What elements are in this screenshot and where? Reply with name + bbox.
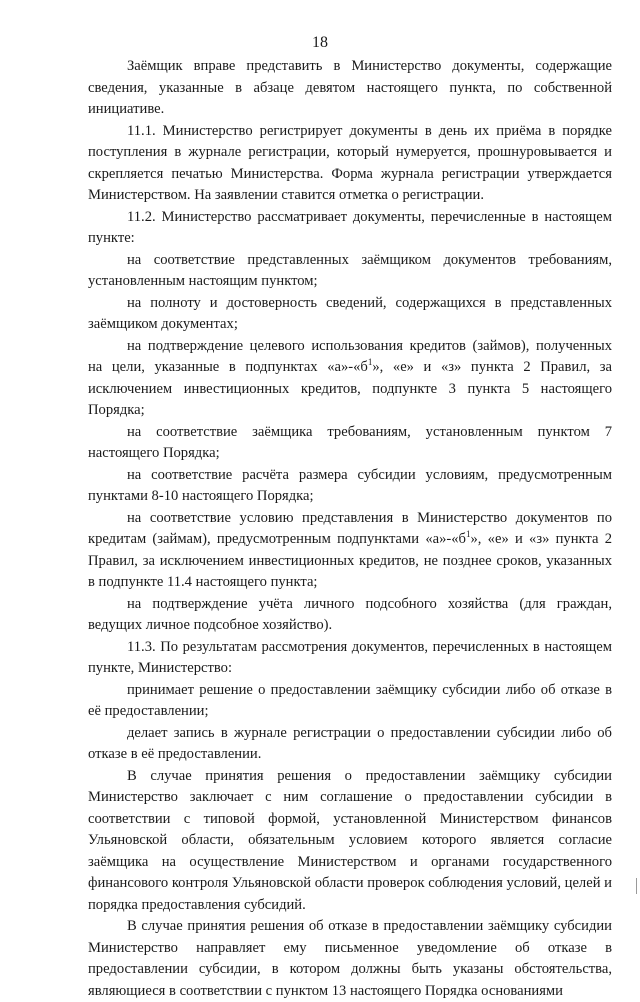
paragraph-11-1: 11.1. Министерство регистрирует документы в день их приёма в порядке поступления в журнале регистрации, который нумеруется, прошнуровывается и скрепляется печатью Министерства. Форма журнала регистрации утверждается Министерством. На заявлении ставится отметка о регистрации. xyxy=(88,122,612,203)
page-number: 18 xyxy=(312,34,328,51)
paragraph-agreement: В случае принятия решения о предоставлении заёмщику субсидии Министерство заключает с ним соглашение о предоставлении субсидии в соответствии с типовой формой, установленной Министерством финансов Ульяновской области, обязательным условием которого является согласие заёмщика на осуществление Министерством и органами государственного финансового контроля Ульяновской области проверок соблюдения условий, целей и порядка предоставления субсидий. xyxy=(88,767,612,913)
superscript: 1 xyxy=(367,357,373,368)
list-item-household: на подтверждение учёта личного подсобного хозяйства (для граждан, ведущих личное подсобное хозяйство). xyxy=(88,595,612,633)
list-item-subsidy-calculation: на соответствие расчёта размера субсидии условиям, предусмотренным пунктами 8-10 настоящего Порядка; xyxy=(88,466,612,504)
list-item-submission-deadline xyxy=(88,508,612,594)
text-part: на соответствие условию представления в Министерство документов по кредитам (займам), предусмотренным подпунктами «а»-«б xyxy=(88,509,612,547)
list-item-record: делает запись в журнале регистрации о предоставлении субсидии либо об отказе в её предоставлении. xyxy=(88,724,612,762)
list-item-borrower-requirements: на соответствие заёмщика требованиям, установленным пунктом 7 настоящего Порядка; xyxy=(88,423,612,461)
list-item-decision: принимает решение о предоставлении заёмщику субсидии либо об отказе в её предоставлении; xyxy=(88,681,612,719)
paragraph-1: Заёмщик вправе представить в Министерство документы, содержащие сведения, указанные в абзаце девятом настоящего пункта, по собственной инициативе. xyxy=(88,58,612,117)
list-item-completeness: на полноту и достоверность сведений, содержащихся в представленных заёмщиком документах; xyxy=(88,294,612,332)
text-part: на подтверждение целевого использования кредитов (займов), полученных на цели, указанные в подпунктах «а»-«б xyxy=(88,337,612,375)
paragraph-11-3: 11.3. По результатам рассмотрения документов, перечисленных в настоящем пункте, Министерство: xyxy=(88,638,612,676)
text-part: », «е» и «з» пункта 2 Правил, за исключением инвестиционных кредитов, не позднее сроков, указанных в подпункте 11.4 настоящего пункта; xyxy=(88,531,612,590)
paragraph-refusal: В случае принятия решения об отказе в предоставлении заёмщику субсидии Министерство направляет ему письменное уведомление об отказе в предоставлении субсидии, в котором должны быть указаны обстоятельства, являющиеся в соответствии с пунктом 13 настоящего Порядка основаниями xyxy=(88,918,612,999)
scan-edge-mark xyxy=(636,878,637,894)
paragraph-11-2: 11.2. Министерство рассматривает документы, перечисленные в настоящем пункте: xyxy=(88,208,612,246)
list-item-target-use xyxy=(88,336,612,422)
document-body xyxy=(88,56,612,1002)
text-part: », «е» и «з» пункта 2 Правил, за исключением инвестиционных кредитов, подпункте 3 пункта 5 настоящего Порядка; xyxy=(88,359,612,418)
list-item-requirements: на соответствие представленных заёмщиком документов требованиям, установленным настоящим пунктом; xyxy=(88,251,612,289)
superscript: 1 xyxy=(465,529,471,540)
